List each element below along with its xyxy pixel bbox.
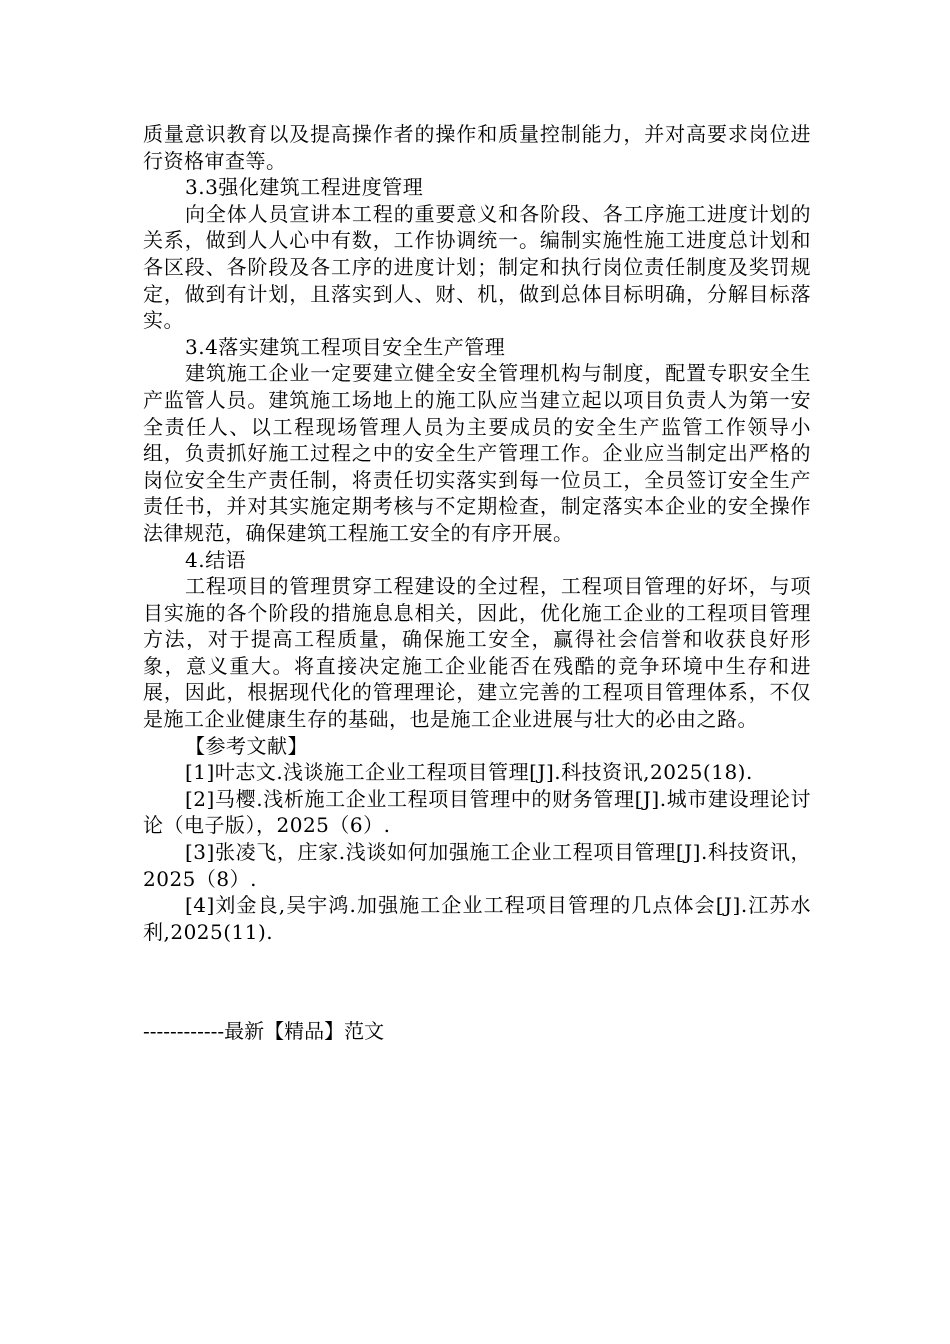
heading-3-4-safety-management: 3.4落实建筑工程项目安全生产管理 xyxy=(185,334,506,359)
paragraph-quality-education: 质量意识教育以及提高操作者的操作和质量控制能力，并对高要求岗位进行资格审查等。 xyxy=(143,122,811,173)
paragraph-safety-management: 建筑施工企业一定要建立健全安全管理机构与制度，配置专职安全生产监管人员。建筑施工场地上的施工队应当建立起以项目负责人为第一安全责任人、以工程现场管理人员为主要成员的安全生产监管工作领导小组，负责抓好施工过程之中的安全生产管理工作。企业应当制定出严格的岗位安全生产责任制，将责任切实落实到每一位员工，全员签订安全生产责任书，并对其实施定期考核与不定期检查，制定落实本企业的安全操作法律规范，确保建筑工程施工安全的有序开展。 xyxy=(143,361,811,545)
heading-4-conclusion: 4.结语 xyxy=(185,547,247,572)
reference-item-2: [2]马樱.浅析施工企业工程项目管理中的财务管理[J].城市建设理论讨论（电子版），2025（6）. xyxy=(143,786,811,838)
paragraph-conclusion: 工程项目的管理贯穿工程建设的全过程，工程项目管理的好坏，与项目实施的各个阶段的措施息息相关，因此，优化施工企业的工程项目管理方法，对于提高工程质量，确保施工安全，赢得社会信誉和收获良好形象，意义重大。将直接决定施工企业能否在残酷的竞争环境中生存和进展，因此，根据现代化的管理理论，建立完善的工程项目管理体系，不仅是施工企业健康生存的基础，也是施工企业进展与壮大的必由之路。 xyxy=(143,574,811,732)
heading-3-3-schedule-management: 3.3强化建筑工程进度管理 xyxy=(185,175,424,200)
footer-note: ------------最新【精品】范文 xyxy=(143,1019,385,1043)
reference-item-4: [4]刘金良,吴宇鸿.加强施工企业工程项目管理的几点体会[J].江苏水利,2025(11). xyxy=(143,893,811,944)
paragraph-schedule-management: 向全体人员宣讲本工程的重要意义和各阶段、各工序施工进度计划的关系，做到人人心中有数，工作协调统一。编制实施性施工进度总计划和各区段、各阶段及各工序的进度计划；制定和执行岗位责任制度及奖罚规定，做到有计划，且落实到人、财、机，做到总体目标明确，分解目标落实。 xyxy=(143,201,811,333)
reference-item-1: [1]叶志文.浅谈施工企业工程项目管理[J].科技资讯,2025(18). xyxy=(185,760,753,785)
reference-item-3: [3]张凌飞，庄家.浅谈如何加强施工企业工程项目管理[J].科技资讯，2025（8）. xyxy=(143,840,811,891)
document-body xyxy=(143,121,811,945)
heading-references: 【参考文献】 xyxy=(185,733,308,758)
